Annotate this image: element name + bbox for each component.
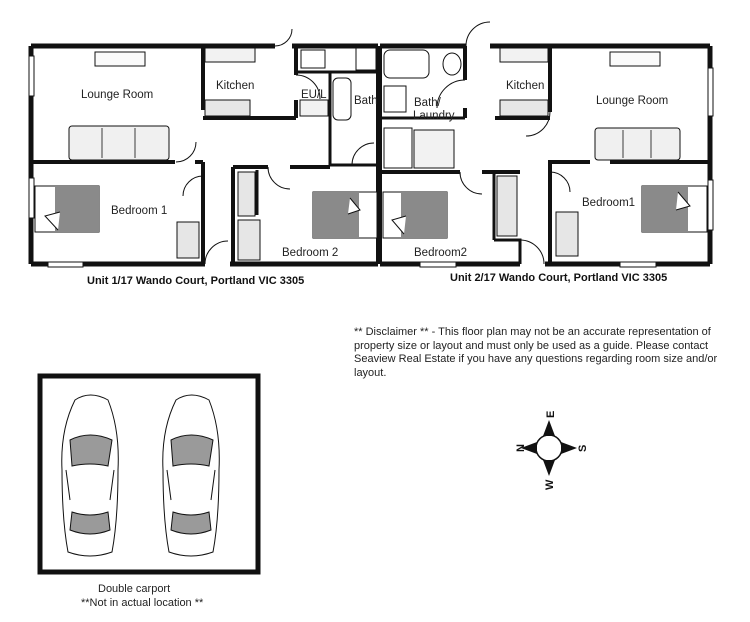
unit-2-caption: Unit 2/17 Wando Court, Portland VIC 3305 [450,272,668,284]
compass-north: N [515,444,527,452]
room-label: Bath/ [414,97,441,109]
carport-note: **Not in actual location ** [81,597,204,609]
unit-2-plan [380,22,713,267]
room-label: Bedroom2 [414,247,468,259]
carport-label: Double carport [98,583,171,595]
compass-south: S [577,444,589,452]
room-label: Kitchen [216,80,255,92]
room-label: Bedroom1 [582,197,636,209]
unit-1-caption: Unit 1/17 Wando Court, Portland VIC 3305 [87,275,305,287]
compass-west: W [544,479,556,490]
room-label: Laundry [413,110,455,122]
room-label: EU/L [301,89,327,101]
car-icon [62,395,119,556]
car-icon [163,395,220,556]
room-label: Bedroom 2 [282,247,339,259]
compass-icon [515,411,589,490]
disclaimer-text: ** Disclaimer ** - This floor plan may not be an accurate representation of property size or layout and must only be used as a guide. Please contact Seaview Real Estate if you have any questions regarding room size and/or layout. [354,326,718,379]
room-label: Kitchen [506,80,545,92]
carport [40,376,258,572]
room-label: Bedroom 1 [111,205,168,217]
compass-east: E [545,410,557,418]
room-label: Bath [354,95,378,107]
room-label: Lounge Room [596,95,669,107]
room-label: Lounge Room [81,89,154,101]
unit-1-plan [29,29,378,267]
